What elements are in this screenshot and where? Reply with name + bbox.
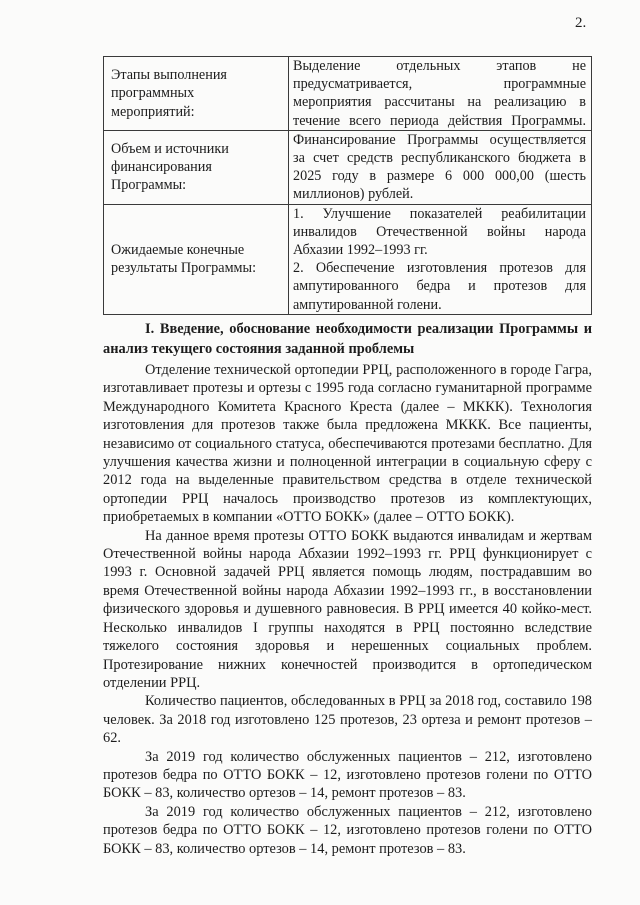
value-line: мероприятия рассчитаны на реализацию в [293,94,586,111]
value-line: Абхазии 1992–1993 гг. [293,242,428,259]
value-line: 2025 году в размере 6 000 000,00 (шесть [293,168,586,185]
program-passport-table [103,56,592,315]
value-line: ампутированного бедра и протезов для [293,278,586,295]
paragraph: На данное время протезы ОТТО БОКК выдаются инвалидам и жертвам Отечественной войны народа Абхазии 1992–1993 гг. РРЦ функционирует с 1993 г. Основной задачей РРЦ является помощь людям, пострадавшим во время Отечественной войны народа Абхазии 1992–1993 гг., в восстановлении физического здоровья и душевного равновесия. В РРЦ имеется 40 койко-мест. Несколько инвалидов I группы находятся в РРЦ постоянно вследствие тяжелого состояния здоровья и нерешенных социальных проблем. Протезирование нижних конечностей производится в ортопедическом отделении РРЦ. [103,527,592,691]
value-line: течение всего периода действия Программы. [293,112,586,129]
row-label-stages [104,57,289,131]
label-line: финансирования [111,159,212,176]
paragraph: Количество пациентов, обследованных в РРЦ за 2018 год, составило 198 человек. За 2018 год изготовлено 125 протезов, 23 ортеза и ремонт протезов – 62. [103,693,592,747]
page-number: 2. [575,15,587,31]
paragraph: За 2019 год количество обслуженных пациентов – 212, изготовлено протезов бедра по ОТТО БОКК – 12, изготовлено протезов голени по ОТТО БОКК – 83, количество ортезов – 14, ремонт протезов – 83. [103,803,592,857]
value-line: Выделение отдельных этапов не [293,58,586,74]
label-line: результаты Программы: [111,260,257,277]
value-line: Финансирование Программы осуществляется [293,131,586,148]
row-value-stages [289,57,592,131]
value-line: за счет средств республиканского бюджета в [293,150,586,167]
table-row-stages [104,57,592,131]
paragraph: За 2019 год количество обслуженных пациентов – 212, изготовлено протезов бедра по ОТТО БОКК – 12, изготовлено протезов голени по ОТТО БОКК – 83, количество ортезов – 14, ремонт протезов – 83. [103,748,592,802]
row-label-expected-results [104,204,289,314]
label-line: Программы: [111,177,187,194]
label-line: Этапы выполнения [111,67,227,84]
value-line: 2. Обеспечение изготовления протезов для [293,260,586,277]
row-value-financing [289,130,592,204]
value-line: инвалидов Отечественной войны народа [293,223,586,240]
table-row-expected-results [104,204,592,314]
value-line: 1. Улучшение показателей реабилитации [293,205,586,222]
value-line: ампутированной голени. [293,296,442,313]
value-line: предусматривается, программные [293,76,586,93]
label-line: Объем и источники [111,140,229,157]
row-label-financing [104,130,289,204]
paragraph: Отделение технической ортопедии РРЦ, расположенного в городе Гагра, изготавливает протезы и ортезы с 1995 года согласно гуманитарной программе Международного Комитета Красного Креста (далее – МККК). Технология изготовления для протезов также была предложена МККК. Все пациенты, независимо от социального статуса, обеспечиваются протезами бесплатно. Для улучшения качества жизни и полноценной интеграции в социальную сферу с 2012 года на выделенные правительством средства в отделе технической ортопедии РРЦ началось производство протезов из комплектующих, приобретаемых в компании «ОТТО БОКК» (далее – ОТТО БОКК). [103,362,592,526]
label-line: мероприятий: [111,103,195,120]
label-line: программных [111,85,195,102]
table-row-financing [104,130,592,204]
value-line: миллионов) рублей. [293,186,414,203]
label-line: Ожидаемые конечные [111,242,245,259]
row-value-expected-results [289,204,592,314]
section-heading: I. Введение, обоснование необходимости реализации Программы и анализ текущего состояния заданной проблемы [103,321,592,357]
section-body [103,361,592,858]
